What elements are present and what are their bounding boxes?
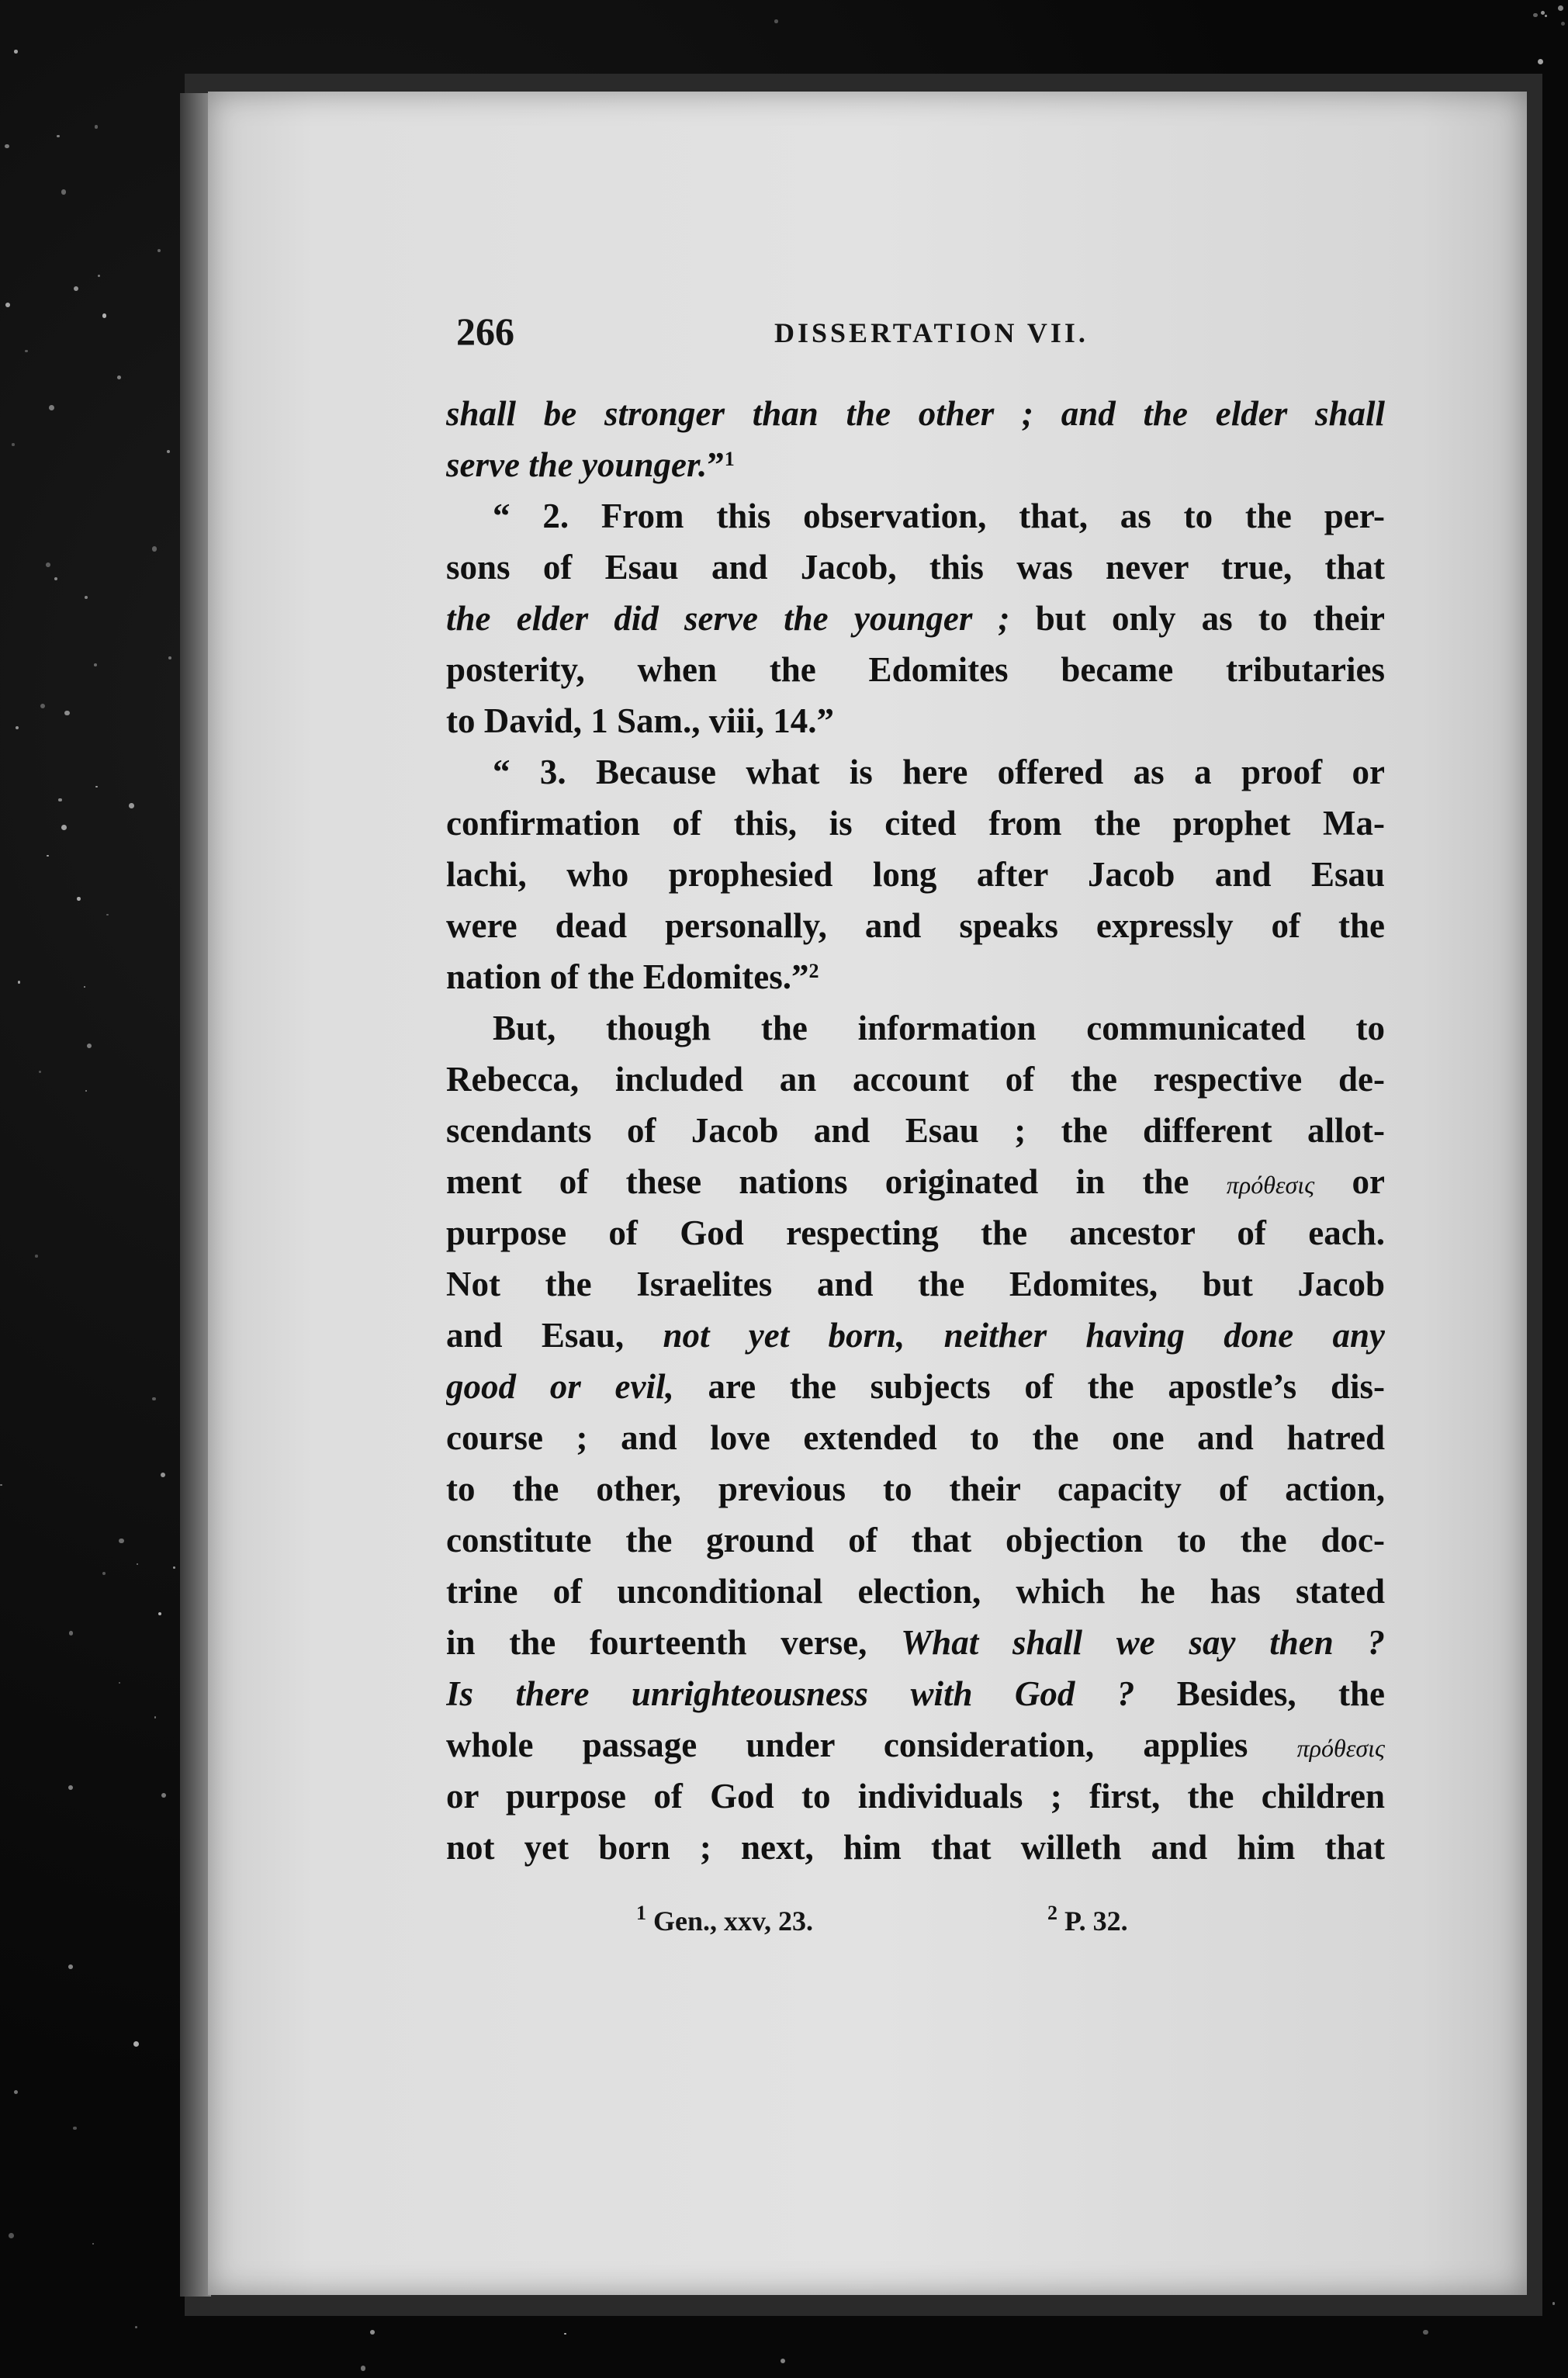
dust-speck: [69, 1631, 74, 1636]
dust-speck: [77, 897, 81, 901]
text-span: lachi, who prophesied long after Jacob and Esau: [446, 855, 1385, 894]
dust-speck: [564, 2333, 566, 2335]
dust-speck: [370, 2330, 375, 2335]
greek-word: πρόθεσις: [1296, 1734, 1385, 1762]
text-line: [446, 1105, 1385, 1156]
dust-speck: [0, 1484, 2, 1486]
text-span: Besides, the: [1134, 1674, 1385, 1713]
text-line: [446, 1617, 1385, 1668]
text-span: to David, 1 Sam., viii, 14.”: [446, 701, 835, 740]
text-span: posterity, when the Edomites became tributaries: [446, 650, 1385, 689]
text-line: [446, 1156, 1385, 1207]
running-head: DISSERTATION VII.: [774, 317, 1089, 348]
text-line: [446, 746, 1385, 798]
footnotes: [636, 1902, 1334, 1951]
dust-speck: [35, 1255, 38, 1258]
footnote-1: [636, 1902, 814, 1937]
text-line: [446, 1412, 1385, 1463]
text-span: in the fourteenth verse,: [446, 1623, 902, 1662]
footnote-2: [1047, 1902, 1128, 1937]
footnote-1-text: Gen., xxv, 23.: [653, 1906, 814, 1937]
text-span: and Esau,: [446, 1316, 663, 1355]
italic-text: shall be stronger than the other ; and the elder shall: [446, 394, 1385, 433]
italic-text: good or evil,: [446, 1367, 674, 1406]
text-span: constitute the ground of that objection to the doc-: [446, 1521, 1385, 1559]
italic-text: not yet born, neither having done any: [663, 1316, 1385, 1355]
text-span: Rebecca, included an account of the respective de-: [446, 1060, 1385, 1099]
page-header: [456, 309, 1387, 363]
dust-speck: [774, 19, 777, 22]
dust-speck: [12, 443, 15, 446]
dust-speck: [161, 1473, 165, 1477]
dust-speck: [84, 986, 85, 988]
dust-speck: [68, 1785, 73, 1790]
text-span: to the other, previous to their capacity of action,: [446, 1469, 1385, 1508]
text-line: [446, 1668, 1385, 1719]
text-span: but only as to their: [1009, 599, 1385, 638]
dust-speck: [173, 1566, 175, 1569]
text-span: are the subjects of the apostle’s dis-: [673, 1367, 1385, 1406]
footnote-2-text: P. 32.: [1064, 1906, 1128, 1937]
dust-speck: [168, 656, 171, 659]
text-span: scendants of Jacob and Esau ; the different allot-: [446, 1111, 1385, 1150]
text-span: trine of unconditional election, which he has stated: [446, 1572, 1385, 1611]
text-span: ment of these nations originated in the: [446, 1162, 1227, 1201]
dust-speck: [1545, 15, 1547, 17]
text-line: [446, 1463, 1385, 1514]
text-span: course ; and love extended to the one and hatred: [446, 1418, 1385, 1457]
text-line: [446, 951, 1385, 1002]
text-line: [446, 644, 1385, 695]
dust-speck: [1558, 5, 1563, 11]
text-line: [446, 849, 1385, 900]
dust-speck: [61, 825, 67, 830]
italic-text: the elder did serve the younger ;: [446, 599, 1010, 638]
dust-speck: [39, 1071, 40, 1072]
text-line: [446, 542, 1385, 593]
text-span: purpose of God respecting the ancestor of each.: [446, 1213, 1385, 1252]
text-span: Not the Israelites and the Edomites, but Jacob: [446, 1265, 1385, 1303]
dust-speck: [5, 303, 10, 307]
dust-speck: [73, 2127, 77, 2131]
text-span: “ 3. Because what is here offered as a proof or: [493, 753, 1385, 791]
dust-speck: [68, 1964, 73, 1969]
text-line: [446, 1054, 1385, 1105]
text-line: [446, 1002, 1385, 1054]
footnote-2-mark: 2: [1047, 1902, 1057, 1924]
dust-speck: [95, 125, 98, 128]
dust-speck: [16, 726, 19, 729]
text-line: [446, 1566, 1385, 1617]
dust-speck: [94, 663, 97, 666]
text-span: ”: [707, 445, 725, 484]
dust-speck: [102, 313, 107, 318]
text-span: not yet born ; next, him that willeth and him that: [446, 1828, 1385, 1867]
dust-speck: [58, 798, 62, 802]
text-line: [446, 1361, 1385, 1412]
page-gutter-edge: [180, 93, 211, 2297]
text-line: [446, 1822, 1385, 1873]
dust-speck: [1423, 2330, 1428, 2335]
text-span: or purpose of God to individuals ; first, the children: [446, 1777, 1385, 1816]
text-span: “ 2. From this observation, that, as to the per-: [493, 497, 1385, 535]
text-line: [446, 490, 1385, 542]
footnote-reference: 1: [724, 448, 735, 470]
dust-speck: [57, 135, 59, 137]
footnote-1-mark: 1: [636, 1902, 646, 1924]
text-line: [446, 439, 1385, 490]
footnote-reference: 2: [808, 960, 819, 982]
text-span: were dead personally, and speaks expressly of the: [446, 906, 1385, 945]
text-span: whole passage under consideration, applies: [446, 1726, 1297, 1764]
dust-speck: [117, 376, 121, 379]
body-text: [446, 388, 1385, 1873]
text-span: sons of Esau and Jacob, this was never true, that: [446, 548, 1385, 587]
text-line: [446, 388, 1385, 439]
text-line: [446, 593, 1385, 644]
text-line: [446, 1771, 1385, 1822]
dust-speck: [167, 450, 170, 453]
dust-speck: [152, 1397, 155, 1400]
text-span: nation of the Edomites.”: [446, 957, 809, 996]
text-line: [446, 695, 1385, 746]
dust-speck: [1552, 2302, 1556, 2305]
italic-text: serve the younger.: [446, 445, 708, 484]
italic-text: What shall we say then ?: [901, 1623, 1385, 1662]
text-span: But, though the information communicated to: [493, 1009, 1385, 1047]
text-line: [446, 1310, 1385, 1361]
dust-speck: [129, 803, 134, 808]
dust-speck: [1538, 59, 1543, 64]
text-line: [446, 1719, 1385, 1771]
dust-speck: [14, 2090, 18, 2094]
dust-speck: [152, 546, 157, 551]
dust-speck: [87, 1044, 92, 1048]
greek-word: πρόθεσις: [1226, 1171, 1315, 1199]
page-number: 266: [456, 310, 514, 353]
text-line: [446, 1207, 1385, 1258]
text-line: [446, 900, 1385, 951]
dust-speck: [154, 1716, 156, 1718]
text-span: confirmation of this, is cited from the prophet Ma-: [446, 804, 1385, 843]
dust-speck: [1533, 13, 1537, 17]
text-line: [446, 798, 1385, 849]
text-span: or: [1314, 1162, 1385, 1201]
text-line: [446, 1258, 1385, 1310]
italic-text: Is there unrighteousness with God ?: [446, 1674, 1135, 1713]
dust-speck: [47, 855, 48, 857]
dust-speck: [106, 914, 108, 916]
dust-speck: [61, 189, 67, 195]
text-line: [446, 1514, 1385, 1566]
dust-speck: [1561, 22, 1565, 26]
